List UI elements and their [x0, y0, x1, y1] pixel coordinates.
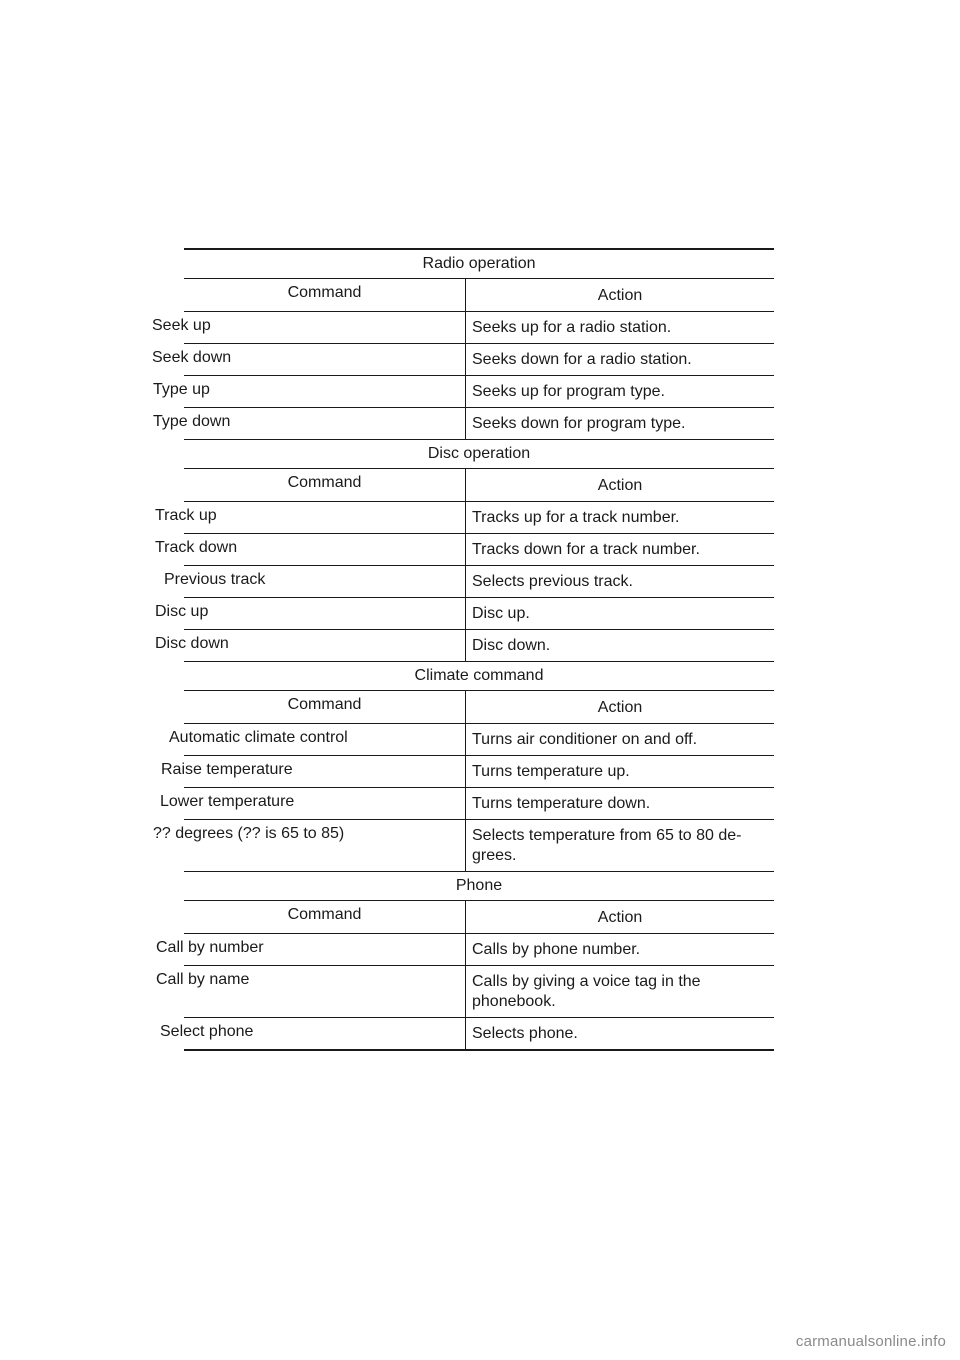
command-cell: ?? degrees (?? is 65 to 85)	[184, 820, 466, 871]
action-cell: Turns temperature down.	[472, 795, 651, 812]
table-row	[156, 934, 774, 966]
action-cell: Selects temperature from 65 to 80 de-grees.	[472, 827, 742, 864]
table-header-row	[184, 901, 774, 934]
command-cell: Raise temperature	[184, 756, 466, 787]
action-cell: Calls by giving a voice tag in the phonebook.	[472, 973, 701, 1010]
command-header: Command	[184, 901, 466, 933]
action-cell: Calls by phone number.	[472, 941, 641, 958]
command-header: Command	[184, 469, 466, 501]
command-header: Command	[184, 691, 466, 723]
command-cell: Automatic climate control	[184, 724, 466, 755]
table-row	[155, 502, 774, 534]
section-title-radio: Radio operation	[184, 250, 774, 279]
table-row	[155, 630, 774, 662]
command-cell: Track down	[184, 534, 466, 565]
action-header: Action	[597, 699, 643, 716]
table-row	[155, 598, 774, 630]
command-cell: Seek up	[184, 312, 466, 343]
action-header: Action	[597, 477, 643, 494]
action-cell: Seeks down for a radio station.	[472, 351, 692, 368]
command-cell: Call by number	[184, 934, 466, 965]
voice-command-table	[152, 248, 774, 1051]
table-row	[169, 724, 774, 756]
table-row	[160, 788, 774, 820]
action-cell: Seeks down for program type.	[472, 415, 686, 432]
command-cell: Type up	[184, 376, 466, 407]
table-row	[153, 376, 774, 408]
command-cell: Seek down	[184, 344, 466, 375]
action-cell: Seeks up for a radio station.	[472, 319, 672, 336]
table-row	[152, 312, 774, 344]
table-row	[164, 566, 774, 598]
command-cell: Track up	[184, 502, 466, 533]
action-cell: Disc down.	[472, 637, 551, 654]
action-cell: Tracks down for a track number.	[472, 541, 700, 558]
action-cell: Turns temperature up.	[472, 763, 630, 780]
command-cell: Select phone	[184, 1018, 466, 1049]
action-cell: Seeks up for program type.	[472, 383, 665, 400]
section-title-phone: Phone	[184, 872, 774, 901]
section-title-disc: Disc operation	[184, 440, 774, 469]
table-row	[153, 820, 774, 872]
section-title-climate: Climate command	[184, 662, 774, 691]
command-cell: Previous track	[184, 566, 466, 597]
command-header: Command	[184, 279, 466, 311]
table-row	[156, 966, 774, 1018]
table-row	[160, 1018, 774, 1049]
command-cell: Type down	[184, 408, 466, 439]
action-header: Action	[597, 909, 643, 926]
table-row	[155, 534, 774, 566]
action-cell: Disc up.	[472, 605, 530, 622]
action-cell: Selects previous track.	[472, 573, 633, 590]
table-row	[161, 756, 774, 788]
action-cell: Tracks up for a track number.	[472, 509, 680, 526]
table-header-row	[184, 469, 774, 502]
command-cell: Lower temperature	[184, 788, 466, 819]
table-row	[153, 408, 774, 440]
action-header: Action	[597, 287, 643, 304]
table-header-row	[184, 691, 774, 724]
command-cell: Disc up	[184, 598, 466, 629]
action-cell: Turns air conditioner on and off.	[472, 731, 698, 748]
command-cell: Call by name	[184, 966, 466, 1017]
action-cell: Selects phone.	[472, 1025, 578, 1042]
table-row	[152, 344, 774, 376]
watermark: carmanualsonline.info	[795, 1333, 946, 1350]
table-header-row	[184, 279, 774, 312]
command-cell: Disc down	[184, 630, 466, 661]
